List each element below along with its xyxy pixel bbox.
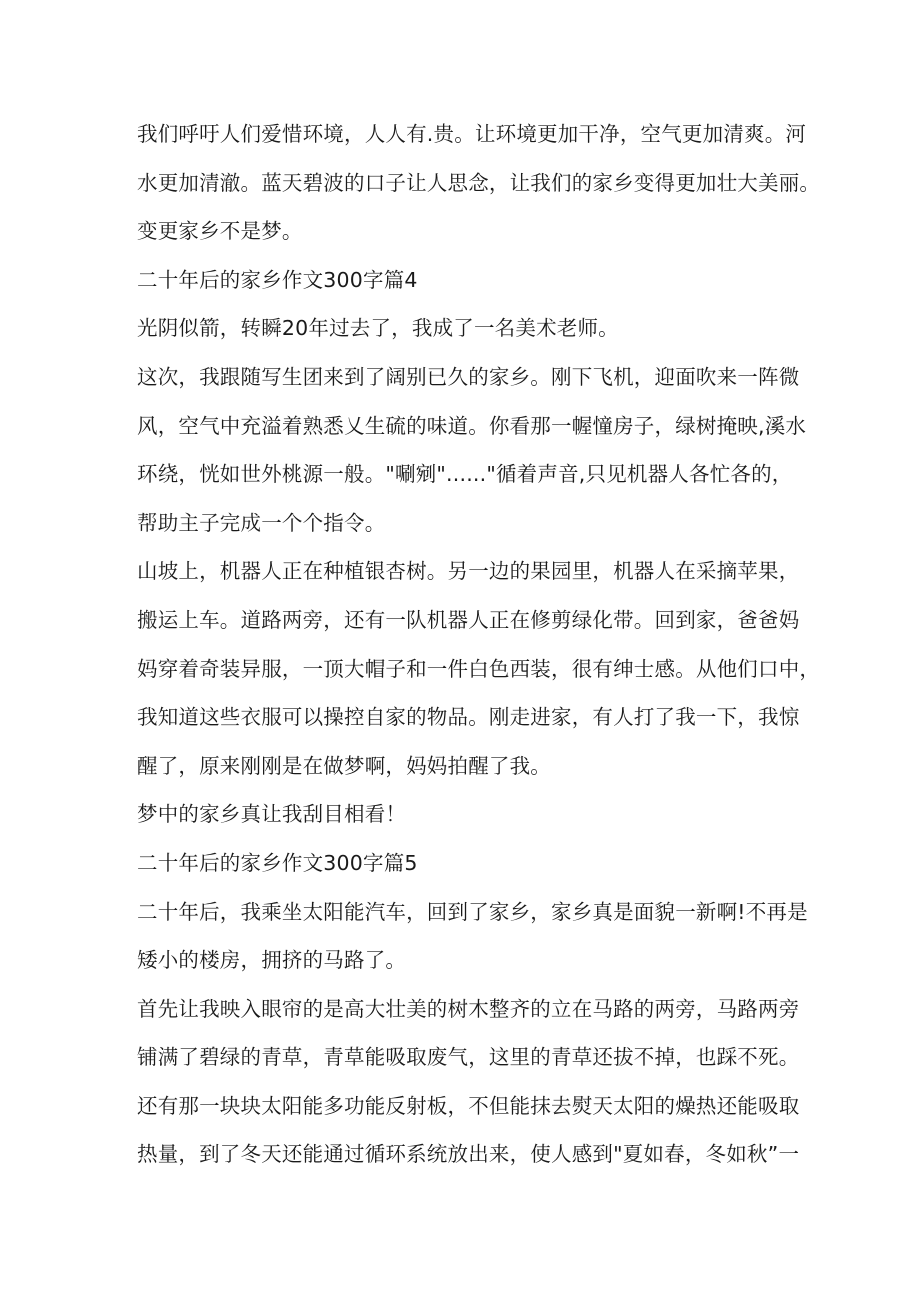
text-line: 妈穿着奇装异服，一顶大帽子和一件白色西装，很有绅士感。从他们口中，: [137, 656, 821, 681]
text-line: 我知道这些衣服可以操控自家的物品。刚走进家，有人打了我一下，我惊: [137, 705, 800, 730]
text-line: 还有那一块块太阳能多功能反射板，不但能抹去熨天太阳的燥热还能吸取: [137, 1093, 800, 1118]
text-line: 风，空气中充溢着熟悉乂生硫的味道。你看那一幄憧房子，绿树掩映,溪水: [137, 413, 807, 438]
text-line: 二十年后，我乘坐太阳能汽车，回到了家乡，家乡真是面貌一新啊!不再是: [137, 899, 808, 924]
text-line: 这次，我跟随写生团来到了阔别已久的家乡。刚下飞机，迎面吹来一阵微: [137, 364, 800, 389]
section-heading: 二十年后的家乡作文300字篇4: [137, 267, 418, 292]
text-line: 梦中的家乡真让我刮目相看！: [137, 802, 407, 827]
text-line: 帮助主子完成一个个指令。: [137, 510, 386, 535]
text-line: 醒了，原来刚刚是在做梦啊，妈妈拍醒了我。: [137, 753, 551, 778]
section-heading: 二十年后的家乡作文300字篇5: [137, 850, 418, 875]
text-line: 山坡上，机器人正在种植银杏树。另一边的果园里，机器人在采摘苹果，: [137, 559, 800, 584]
document-body: [137, 110, 821, 1179]
text-line: 环绕，恍如世外桃源一般。"唰剜"......"循着声音,只见机器人各忙各的，: [137, 462, 793, 487]
text-line: 我们呼吁人们爱惜环境，人人有.贵。让环境更加干净，空气更加清爽。河: [137, 122, 807, 146]
text-line: 矮小的楼房，拥挤的马路了。: [137, 948, 407, 973]
text-line: 水更加清澈。蓝天碧波的口子让人思念，让我们的家乡变得更加壮大美丽。: [137, 170, 821, 195]
text-line: 热量，到了冬天还能通过循环系统放出来，使人感到"夏如春，冬如秋”一: [137, 1142, 800, 1167]
text-line: 搬运上车。道路两旁，还有一队机器人正在修剪绿化带。回到家，爸爸妈: [137, 607, 800, 632]
text-line: 变更家乡不是梦。: [137, 219, 303, 244]
text-line: 光阴似箭，转瞬20年过去了，我成了一名美术老师。: [137, 316, 619, 341]
text-line: 铺满了碧绿的青草，青草能吸取废气，这里的青草还拔不掉，也踩不死。: [137, 1045, 800, 1070]
text-line: 首先让我映入眼帘的是高大壮美的树木整齐的立在马路的两旁，马路两旁: [137, 996, 800, 1021]
